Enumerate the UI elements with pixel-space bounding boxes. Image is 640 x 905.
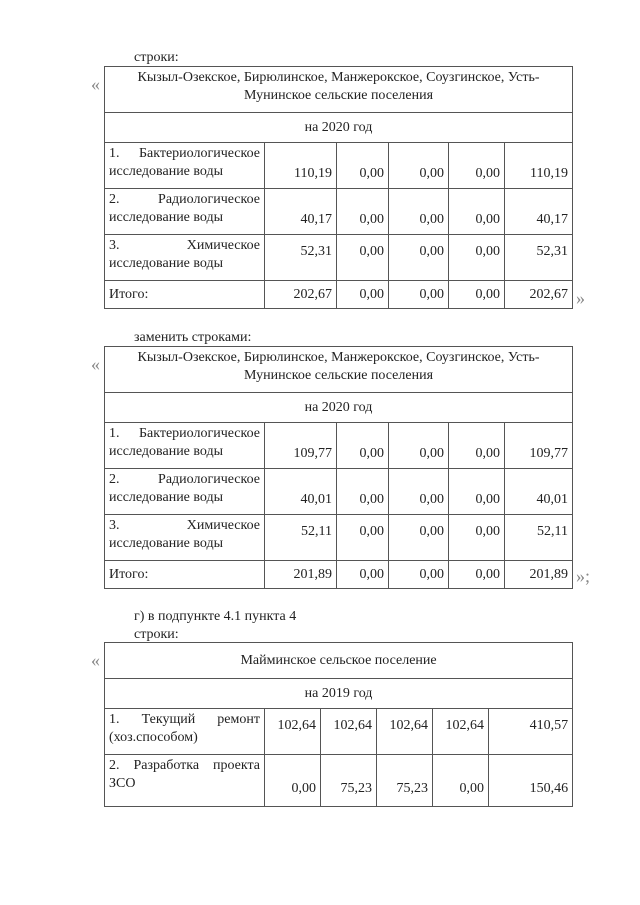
cell-value: 150,46 — [489, 755, 573, 807]
cell-value: 0,00 — [389, 515, 449, 561]
table-row — [105, 709, 573, 755]
table-title — [105, 67, 573, 113]
year-header: на 2020 год — [105, 113, 573, 143]
total-value: 0,00 — [337, 561, 389, 589]
table-3 — [104, 642, 573, 807]
table-1 — [104, 66, 573, 309]
intro-text-1: строки: — [134, 50, 179, 65]
cell-value: 109,77 — [505, 423, 573, 469]
cell-value: 0,00 — [337, 469, 389, 515]
cell-value: 0,00 — [337, 143, 389, 189]
cell-value: 0,00 — [389, 235, 449, 281]
table-row — [105, 423, 573, 469]
cell-value: 0,00 — [449, 515, 505, 561]
cell-value: 40,17 — [265, 189, 337, 235]
row-label: 3. Химическое исследование воды — [105, 235, 265, 281]
cell-value: 0,00 — [449, 143, 505, 189]
row-label: 2. Радиологическое исследование воды — [105, 189, 265, 235]
title-line: Кызыл-Озекское, Бирюлинское, Манжерокское, Соузгинское, Усть- — [137, 350, 540, 365]
cell-value: 0,00 — [337, 515, 389, 561]
cell-value: 109,77 — [265, 423, 337, 469]
cell-value: 0,00 — [449, 235, 505, 281]
cell-value: 0,00 — [389, 189, 449, 235]
cell-value: 0,00 — [337, 189, 389, 235]
table-row — [105, 469, 573, 515]
total-row — [105, 281, 573, 309]
cell-value: 52,11 — [505, 515, 573, 561]
total-value: 0,00 — [389, 561, 449, 589]
open-quote-3: « — [91, 650, 100, 670]
cell-value: 52,11 — [265, 515, 337, 561]
table-title: Майминское сельское поселение — [105, 643, 573, 679]
cell-value: 52,31 — [505, 235, 573, 281]
cell-value: 0,00 — [449, 423, 505, 469]
title-line: Кызыл-Озекское, Бирюлинское, Манжерокское, Соузгинское, Усть- — [137, 70, 540, 85]
table-row — [105, 189, 573, 235]
cell-value: 102,64 — [321, 709, 377, 755]
close-quote-2: »; — [576, 566, 591, 586]
cell-value: 102,64 — [433, 709, 489, 755]
open-quote-1: « — [91, 74, 100, 94]
row-label: 1. Бактериологическое исследование воды — [105, 423, 265, 469]
total-value: 0,00 — [389, 281, 449, 309]
open-quote-2: « — [91, 354, 100, 374]
total-value: 201,89 — [265, 561, 337, 589]
intro-text-2: заменить строками: — [134, 330, 252, 345]
total-label: Итого: — [105, 281, 265, 309]
cell-value: 0,00 — [337, 423, 389, 469]
cell-value: 40,01 — [505, 469, 573, 515]
total-value: 0,00 — [449, 561, 505, 589]
close-quote-1: » — [576, 288, 585, 308]
cell-value: 75,23 — [321, 755, 377, 807]
title-line: Мунинское сельские поселения — [243, 368, 434, 383]
cell-value: 0,00 — [449, 189, 505, 235]
total-value: 0,00 — [337, 281, 389, 309]
title-line: Мунинское сельские поселения — [243, 88, 434, 103]
row-label: 3. Химическое исследование воды — [105, 515, 265, 561]
table-row — [105, 515, 573, 561]
table-row — [105, 143, 573, 189]
row-label: 2. Разработка проекта ЗСО — [105, 755, 265, 807]
table-row — [105, 755, 573, 807]
cell-value: 102,64 — [265, 709, 321, 755]
cell-value: 40,01 — [265, 469, 337, 515]
intro-text-3: г) в подпункте 4.1 пункта 4 — [134, 609, 297, 624]
row-label: 1. Бактериологическое исследование воды — [105, 143, 265, 189]
total-value: 202,67 — [265, 281, 337, 309]
cell-value: 102,64 — [377, 709, 433, 755]
row-label: 1. Текущий ремонт (хоз.способом) — [105, 709, 265, 755]
cell-value: 410,57 — [489, 709, 573, 755]
total-label: Итого: — [105, 561, 265, 589]
table-2 — [104, 346, 573, 589]
cell-value: 75,23 — [377, 755, 433, 807]
total-value: 201,89 — [505, 561, 573, 589]
table-row — [105, 235, 573, 281]
cell-value: 40,17 — [505, 189, 573, 235]
cell-value: 0,00 — [389, 143, 449, 189]
cell-value: 52,31 — [265, 235, 337, 281]
cell-value: 0,00 — [433, 755, 489, 807]
cell-value: 0,00 — [389, 423, 449, 469]
cell-value: 110,19 — [505, 143, 573, 189]
table-title — [105, 347, 573, 393]
total-row — [105, 561, 573, 589]
cell-value: 110,19 — [265, 143, 337, 189]
total-value: 202,67 — [505, 281, 573, 309]
cell-value: 0,00 — [337, 235, 389, 281]
intro-text-4: строки: — [134, 627, 179, 642]
row-label: 2. Радиологическое исследование воды — [105, 469, 265, 515]
year-header: на 2020 год — [105, 393, 573, 423]
cell-value: 0,00 — [449, 469, 505, 515]
cell-value: 0,00 — [389, 469, 449, 515]
year-header: на 2019 год — [105, 679, 573, 709]
total-value: 0,00 — [449, 281, 505, 309]
cell-value: 0,00 — [265, 755, 321, 807]
